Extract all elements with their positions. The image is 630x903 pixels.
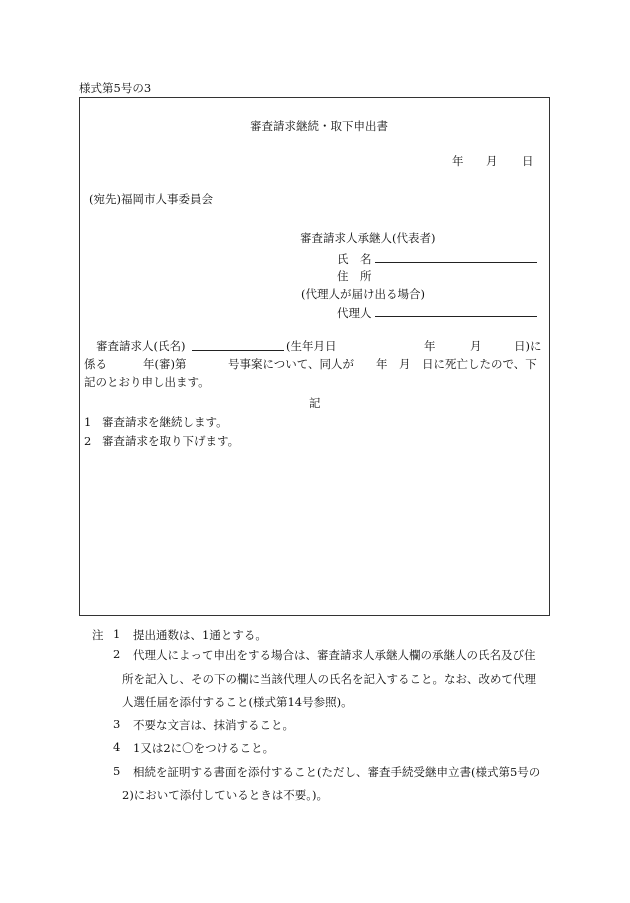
note-number: 4 bbox=[113, 740, 121, 754]
address-field[interactable] bbox=[337, 268, 372, 284]
note-number: 3 bbox=[113, 717, 121, 731]
option-number: 2 bbox=[84, 434, 92, 448]
name-line bbox=[375, 250, 537, 263]
note-text: 2)において添付しているときは不要。)。 bbox=[122, 788, 329, 802]
note-text: 人選任届を添付すること(様式第14号参照)。 bbox=[122, 695, 353, 709]
agent-field[interactable] bbox=[337, 304, 537, 321]
body-line1-label: 審査請求人(氏名) bbox=[96, 339, 186, 353]
note-text: 所を記入し、その下の欄に当該代理人の氏名を記入すること。なお、改めて代理 bbox=[122, 672, 536, 686]
birth-year: 年 bbox=[424, 339, 436, 353]
body-line3: 記のとおり申し出ます。 bbox=[84, 375, 210, 389]
birth-month: 月 bbox=[470, 339, 482, 353]
body-line2-d: 年 月 日に死亡したので、下 bbox=[376, 357, 537, 371]
ki-heading: 記 bbox=[309, 396, 321, 410]
date-month: 月 bbox=[486, 154, 498, 168]
note-text: 提出通数は、1通とする。 bbox=[133, 628, 267, 642]
note-text: 代理人によって申出をする場合は、審査請求人承継人欄の承継人の氏名及び住 bbox=[133, 648, 536, 662]
date-day: 日 bbox=[522, 154, 534, 168]
note-number: 5 bbox=[113, 764, 121, 778]
note-number: 1 bbox=[113, 627, 121, 641]
form-title: 審査請求継続・取下申出書 bbox=[250, 119, 388, 133]
note-text: 1又は2に〇をつけること。 bbox=[133, 741, 275, 755]
option-text: 審査請求を取り下げます。 bbox=[102, 434, 240, 448]
applicant-heading: 審査請求人承継人(代表者) bbox=[300, 231, 436, 245]
agent-note: (代理人が届け出る場合) bbox=[301, 287, 425, 301]
option-text: 審査請求を継続します。 bbox=[102, 415, 228, 429]
deceased-name-line[interactable] bbox=[192, 338, 284, 351]
body-line2-b: 年(審)第 bbox=[143, 357, 187, 371]
address-label: 住 所 bbox=[337, 269, 372, 283]
agent-label: 代理人 bbox=[337, 306, 372, 320]
note-text: 相続を証明する書面を添付すること(ただし、審査手続受継申立書(様式第5号の bbox=[133, 765, 541, 779]
body-line2-c: 号事案について、同人が bbox=[228, 357, 355, 371]
note-number: 2 bbox=[113, 647, 121, 661]
name-label: 氏 名 bbox=[337, 252, 372, 266]
addressee: (宛先)福岡市人事委員会 bbox=[89, 192, 213, 206]
option-item[interactable] bbox=[84, 433, 239, 449]
option-number: 1 bbox=[84, 415, 92, 429]
name-field[interactable] bbox=[337, 250, 537, 267]
note-text: 不要な文言は、抹消すること。 bbox=[133, 718, 294, 732]
date-year: 年 bbox=[452, 154, 464, 168]
agent-line bbox=[375, 304, 537, 317]
option-item[interactable] bbox=[84, 414, 228, 430]
form-number: 様式第5号の3 bbox=[79, 81, 152, 95]
birth-date-label: (生年月日 bbox=[286, 339, 337, 353]
notes-label: 注 bbox=[92, 628, 104, 642]
body-line2-a: 係る bbox=[84, 357, 107, 371]
birth-day: 日)に bbox=[514, 339, 542, 353]
